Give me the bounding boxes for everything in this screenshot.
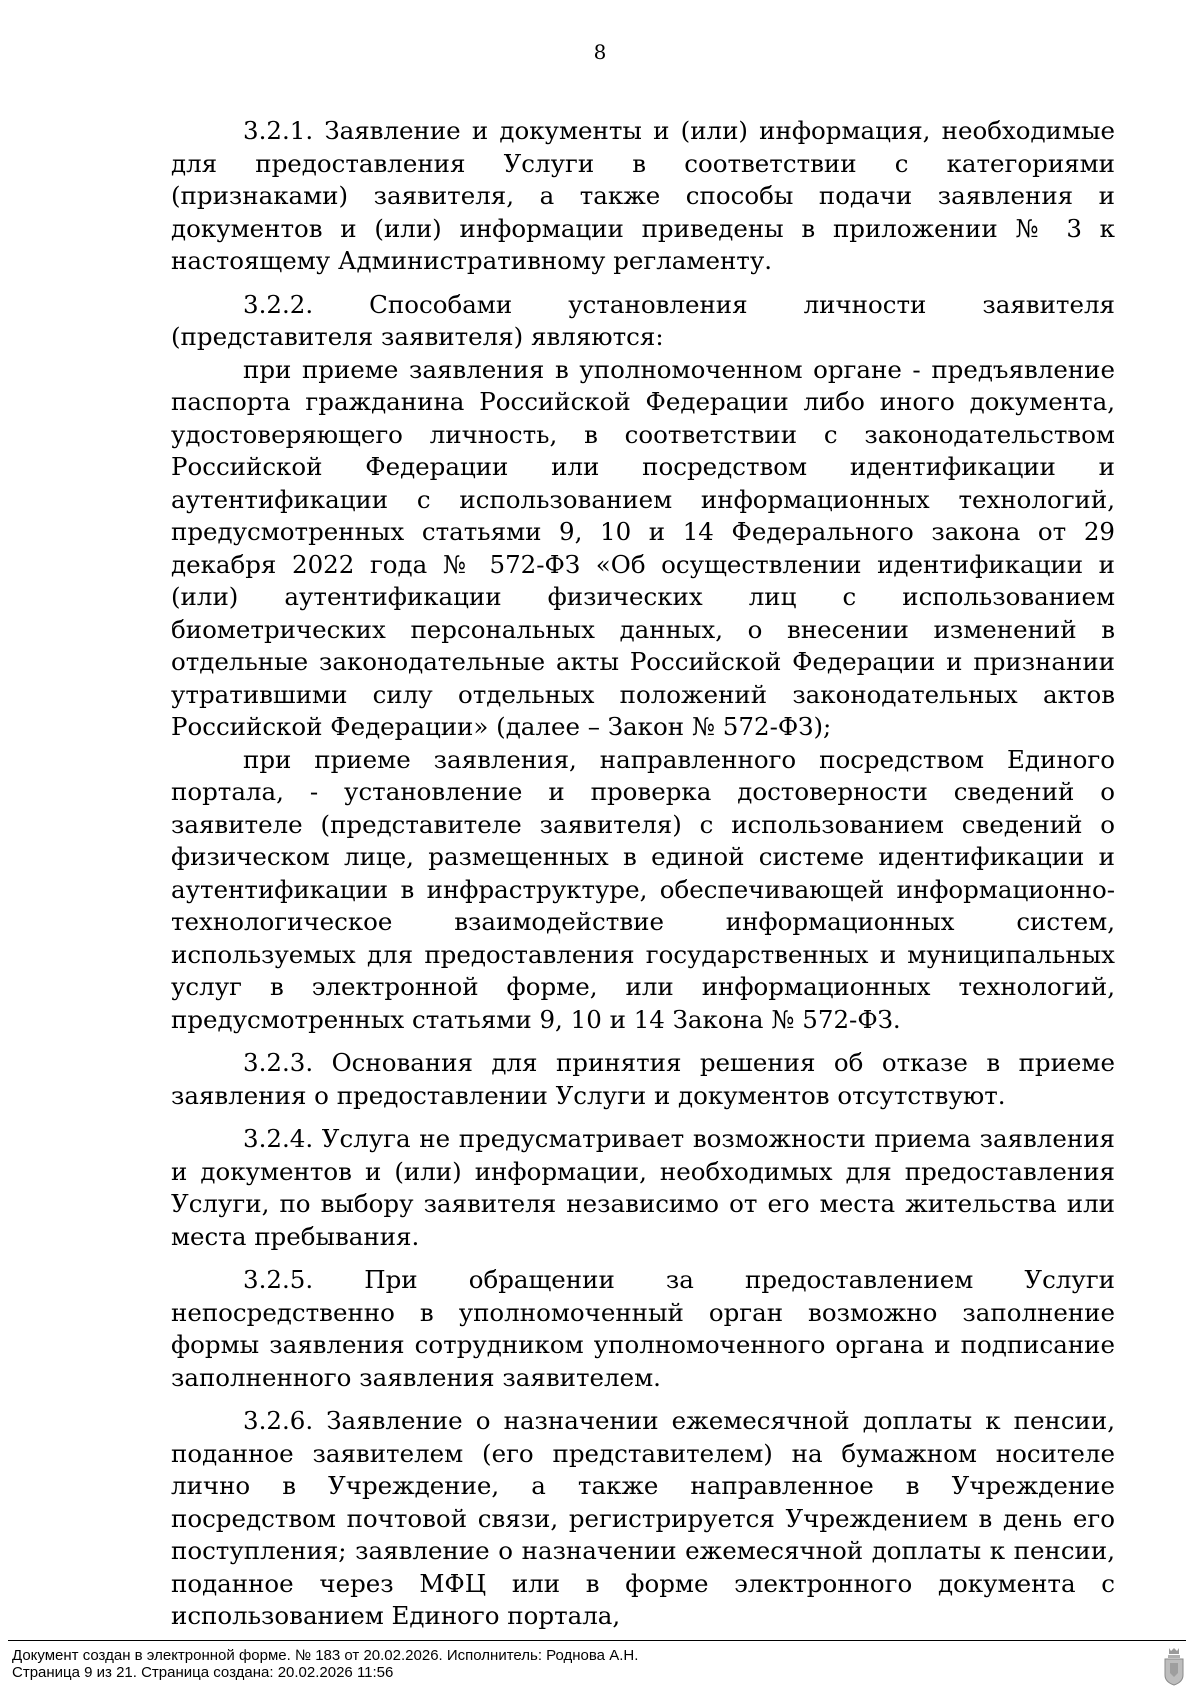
footer-document-info: Документ создан в электронной форме. № 183 от 20.02.2026. Исполнитель: Роднова А.Н.	[12, 1647, 639, 1664]
page-number: 8	[593, 40, 607, 64]
paragraph-3-2-1: 3.2.1. Заявление и документы и (или) информация, необходимые для предоставления Услуги в соответствии с категориями (признаками) заявителя, а также способы подачи заявления и документов и (или) информации приведены в приложении № 3 к настоящему Административному регламенту.	[171, 116, 1115, 275]
paragraph-identity-portal: при приеме заявления, направленного посредством Единого портала, - установление и проверка достоверности сведений о заявителе (представителе заявителя) с использованием сведений о физическом лице, размещенных в единой системе идентификации и аутентификации в инфраструктуре, обеспечивающей информационно-технологическое взаимодействие информационных систем, используемых для предоставления государственных и муниципальных услуг в электронной форме, или информационных технологий, предусмотренных статьями 9, 10 и 14 Закона № 572-ФЗ.	[171, 744, 1115, 1034]
paragraph-3-2-4: 3.2.4. Услуга не предусматривает возможности приема заявления и документов и (или) информации, необходимых для предоставления Услуги, по выбору заявителя независимо от его места жительства или места пребывания.	[171, 1124, 1115, 1251]
paragraph-3-2-2: 3.2.2. Способами установления личности заявителя (представителя заявителя) являются:	[171, 289, 1115, 351]
paragraph-3-2-3: 3.2.3. Основания для принятия решения об отказе в приеме заявления о предоставлении Услуги и документов отсутствуют.	[171, 1048, 1115, 1110]
paragraph-identity-office: при приеме заявления в уполномоченном органе - предъявление паспорта гражданина Российской Федерации либо иного документа, удостоверяющего личность, в соответствии с законодательством Российской Федерации или посредством идентификации и аутентификации с использованием информационных технологий, предусмотренных статьями 9, 10 и 14 Федерального закона от 29 декабря 2022 года № 572-ФЗ «Об осуществлении идентификации и (или) аутентификации физических лиц с использованием биометрических персональных данных, о внесении изменений в отдельные законодательные акты Российской Федерации и признании утратившими силу отдельных положений законодательных актов Российской Федерации» (далее – Закон № 572-ФЗ);	[171, 354, 1115, 741]
footer-divider	[8, 1640, 1186, 1641]
paragraph-3-2-6: 3.2.6. Заявление о назначении ежемесячной доплаты к пенсии, поданное заявителем (его представителем) на бумажном носителе лично в Учреждение, а также направленное в Учреждение посредством почтовой связи, регистрируется Учреждением в день его поступления; заявление о назначении ежемесячной доплаты к пенсии, поданное через МФЦ или в форме электронного документа с использованием Единого портала,	[171, 1406, 1115, 1630]
paragraph-3-2-5: 3.2.5. При обращении за предоставлением Услуги непосредственно в уполномоченный орган возможно заполнение формы заявления сотрудником уполномоченного органа и подписание заполненного заявления заявителем.	[171, 1265, 1115, 1392]
coat-of-arms-icon	[1162, 1646, 1186, 1686]
document-footer	[12, 1647, 638, 1681]
document-body	[171, 115, 1115, 1633]
footer-page-info: Страница 9 из 21. Страница создана: 20.02.2026 11:56	[12, 1664, 394, 1681]
